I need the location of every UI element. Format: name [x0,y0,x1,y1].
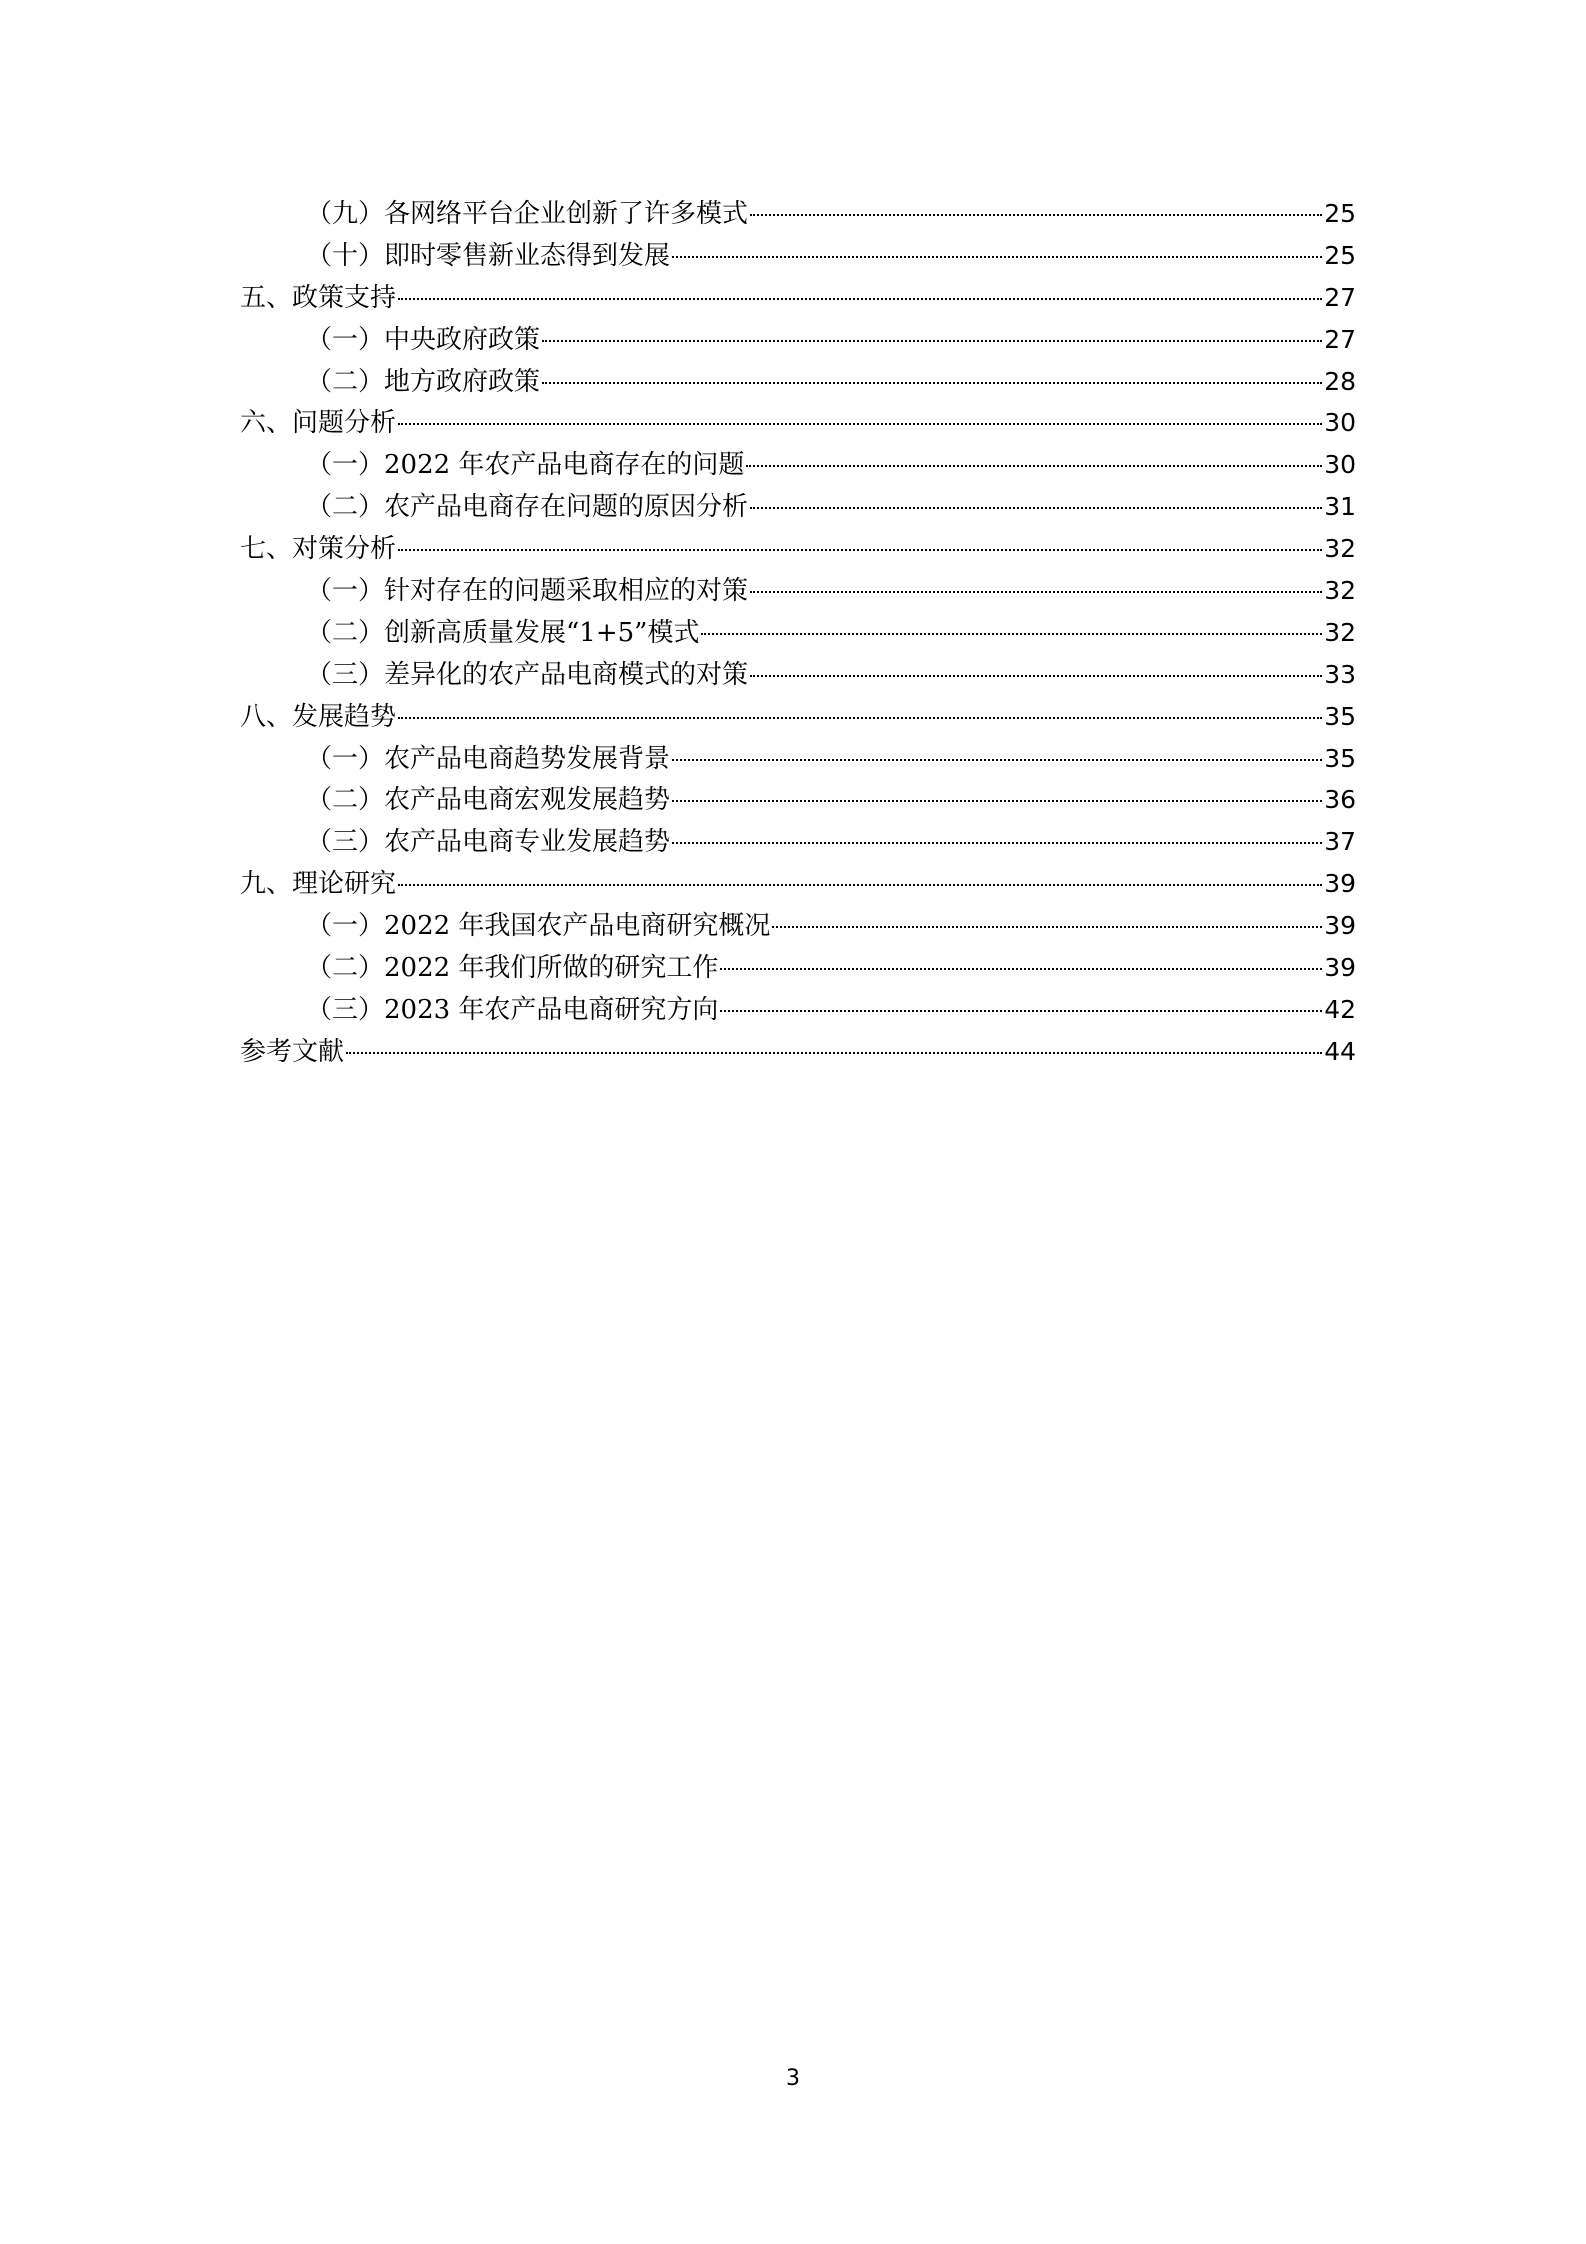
toc-entry-page: 37 [1324,827,1356,857]
toc-entry-page: 36 [1324,785,1356,815]
toc-entry-page: 25 [1324,199,1356,228]
dot-leader [672,759,1322,761]
toc-entry-page: 33 [1324,659,1356,689]
dot-leader [746,465,1322,467]
toc-entry-label: （二）农产品电商存在问题的原因分析 [306,492,749,523]
toc-entry[interactable] [240,235,1356,277]
dot-leader [701,633,1322,635]
toc-entry[interactable] [240,570,1356,612]
toc-entry-label: （九）各网络平台企业创新了许多模式 [306,199,749,229]
toc-entry[interactable] [240,947,1356,989]
dot-leader [750,507,1322,509]
dot-leader [750,675,1322,677]
toc-entry-page: 32 [1324,617,1356,647]
dot-leader [772,926,1322,928]
dot-leader [720,968,1322,970]
toc-entry-label: （一）针对存在的问题采取相应的对策 [306,576,749,607]
toc-entry[interactable] [240,905,1356,947]
toc-entry[interactable] [240,486,1356,528]
toc-entry[interactable] [240,319,1356,361]
toc-entry-label: （二）地方政府政策 [306,366,541,397]
toc-entry-page: 39 [1324,953,1356,983]
toc-entry-label: （二）2022 年我们所做的研究工作 [306,953,719,984]
toc-entry-label: （三）差异化的农产品电商模式的对策 [306,659,749,690]
toc-entry[interactable] [240,654,1356,696]
dot-leader [750,591,1322,593]
toc-entry-page: 39 [1324,869,1356,899]
dot-leader [672,800,1322,802]
dot-leader [720,1010,1322,1012]
toc-entry-label: 九、理论研究 [240,869,397,900]
toc-entry[interactable] [240,361,1356,403]
toc-entry[interactable] [240,863,1356,905]
toc-entry[interactable] [240,821,1356,863]
toc-entry-label: （二）农产品电商宏观发展趋势 [306,785,671,816]
toc-entry-label: 参考文献 [240,1036,345,1067]
page-number: 3 [786,2066,800,2091]
toc-entry-label: （一）2022 年农产品电商存在的问题 [306,450,745,481]
toc-entry-page: 35 [1324,743,1356,773]
toc-entry-page: 35 [1324,701,1356,731]
toc-entry-label: （三）农产品电商专业发展趋势 [306,827,671,858]
toc-entry-page: 32 [1324,576,1356,606]
toc-entry-page: 30 [1324,450,1356,480]
dot-leader [542,340,1322,342]
toc-entry[interactable] [240,738,1356,780]
toc-entry-label: 五、政策支持 [240,282,397,313]
toc-entry[interactable] [240,528,1356,570]
toc-entry-label: 八、发展趋势 [240,701,397,732]
toc-entry-label: （一）2022 年我国农产品电商研究概况 [306,911,771,942]
toc-entry-page: 39 [1324,911,1356,941]
toc-entry-label: （三）2023 年农产品电商研究方向 [306,994,719,1025]
toc-entry-label: （二）创新高质量发展“1+5”模式 [306,617,700,648]
toc-entry-page: 44 [1324,1036,1356,1066]
dot-leader [398,717,1322,719]
toc-entry-label: 七、对策分析 [240,534,397,565]
toc-entry-page: 27 [1324,282,1356,312]
toc-entry-page: 31 [1324,492,1356,522]
toc-entry[interactable] [240,696,1356,738]
toc-entry-label: （一）农产品电商趋势发展背景 [306,743,671,774]
toc-entry-page: 28 [1324,366,1356,396]
toc-entry-label: （一）中央政府政策 [306,324,541,355]
toc-entry[interactable] [240,277,1356,319]
toc-entry[interactable] [240,989,1356,1031]
toc-entry[interactable] [240,779,1356,821]
table-of-contents [240,193,1356,1073]
toc-entry-page: 42 [1324,994,1356,1024]
dot-leader [346,1052,1322,1054]
toc-entry[interactable] [240,193,1356,235]
toc-entry-page: 30 [1324,408,1356,438]
dot-leader [672,256,1322,258]
dot-leader [398,884,1322,886]
dot-leader [398,298,1322,300]
toc-entry[interactable] [240,612,1356,654]
dot-leader [398,423,1322,425]
toc-entry-page: 27 [1324,324,1356,354]
dot-leader [542,382,1322,384]
toc-entry[interactable] [240,402,1356,444]
toc-entry-label: 六、问题分析 [240,408,397,439]
toc-entry[interactable] [240,444,1356,486]
dot-leader [672,842,1322,844]
toc-entry-page: 32 [1324,534,1356,564]
dot-leader [398,549,1322,551]
toc-entry-label: （十）即时零售新业态得到发展 [306,240,671,271]
toc-entry[interactable] [240,1031,1356,1073]
toc-entry-page: 25 [1324,240,1356,270]
dot-leader [750,214,1322,216]
